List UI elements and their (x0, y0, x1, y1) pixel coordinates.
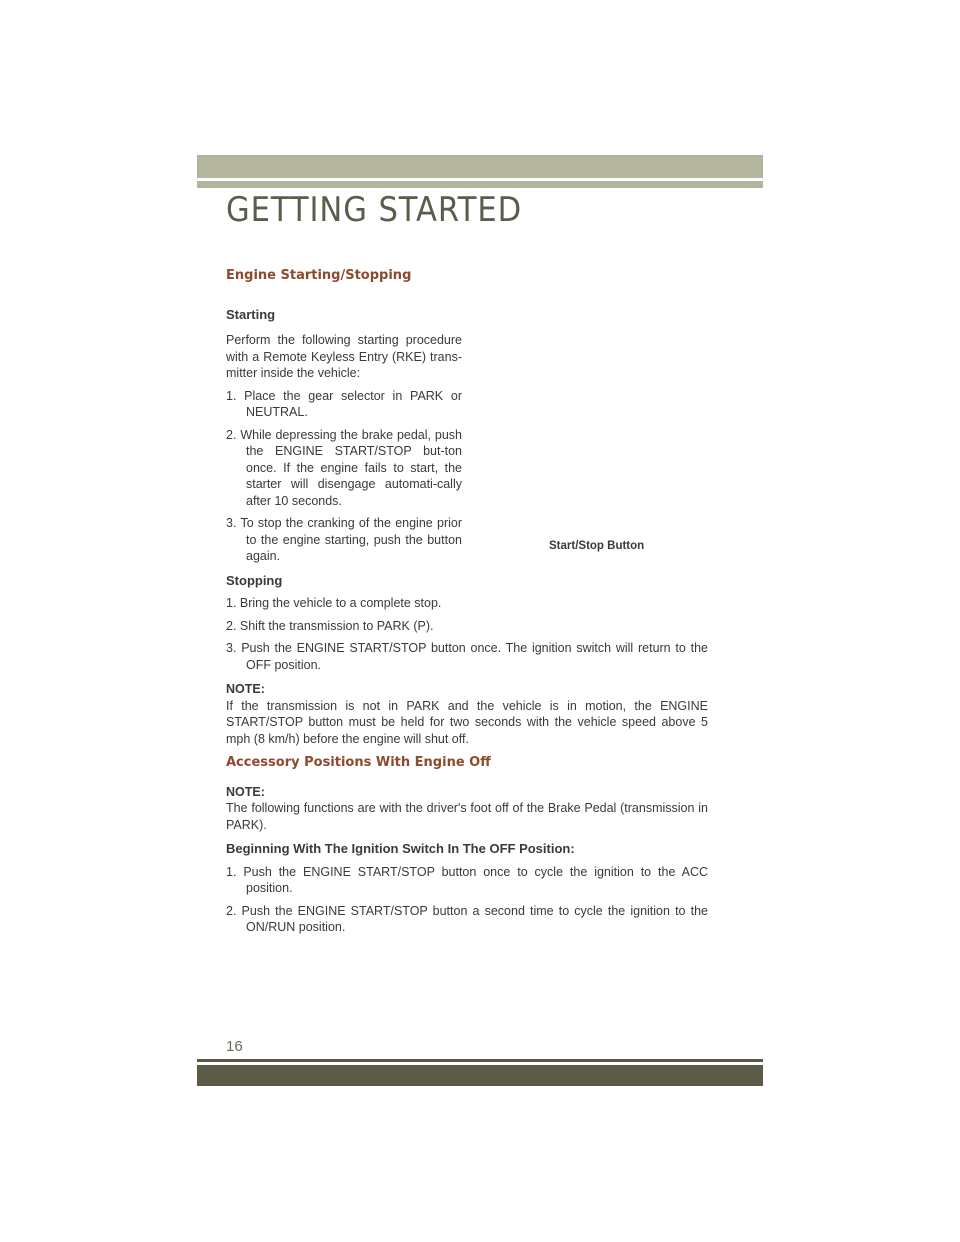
starting-column (226, 332, 462, 565)
page-number: 16 (226, 1038, 243, 1055)
starting-steps (226, 388, 462, 565)
starting-intro: Perform the following starting procedure with a Remote Keyless Entry (RKE) trans-mitter inside the vehicle: (226, 333, 462, 380)
list-item: 1. Bring the vehicle to a complete stop. (226, 596, 442, 610)
list-item: 3. To stop the cranking of the engine prior to the engine starting, push the button again. (226, 516, 462, 563)
note-text: If the transmission is not in PARK and the vehicle is in motion, the ENGINE START/STOP button must be held for two seconds with the vehicle speed above 5 mph (8 km/h) before the engine will shut off. (226, 698, 708, 746)
list-item: 2. Shift the transmission to PARK (P). (226, 618, 434, 633)
header-band (197, 155, 763, 178)
list-item: 2. While depressing the brake pedal, push the ENGINE START/STOP but-ton once. If the engine fails to start, the starter will disengage automati-cally after 10 seconds. (226, 427, 462, 508)
list-item: 3. Push the ENGINE START/STOP button once. The ignition switch will return to the OFF position. (226, 641, 708, 672)
accessory-steps (226, 864, 708, 936)
list-item: 1. Place the gear selector in PARK or NEUTRAL. (226, 388, 462, 419)
header-rule (197, 181, 763, 188)
footer-rule (197, 1059, 763, 1062)
footer-band (197, 1065, 763, 1086)
engine-heading: Engine Starting/Stopping (226, 268, 412, 283)
note-label: NOTE: (226, 784, 265, 799)
list-item: 2. Push the ENGINE START/STOP button a second time to cycle the ignition to the ON/RUN position. (226, 903, 708, 934)
starting-heading: Starting (226, 306, 276, 322)
list-item: 1. Push the ENGINE START/STOP button once to cycle the ignition to the ACC position. (226, 864, 708, 895)
stopping-steps (226, 595, 708, 673)
accessory-heading: Accessory Positions With Engine Off (226, 755, 491, 770)
stopping-heading: Stopping (226, 572, 283, 588)
ignition-off-heading: Beginning With The Ignition Switch In The OFF Position: (226, 841, 575, 856)
figure-caption: Start/Stop Button (549, 540, 645, 552)
note-label: NOTE: (226, 682, 265, 696)
section-title: GETTING STARTED (226, 190, 523, 230)
note-text: The following functions are with the driver's foot off of the Brake Pedal (transmission in PARK). (226, 801, 708, 832)
page-content (226, 268, 708, 936)
